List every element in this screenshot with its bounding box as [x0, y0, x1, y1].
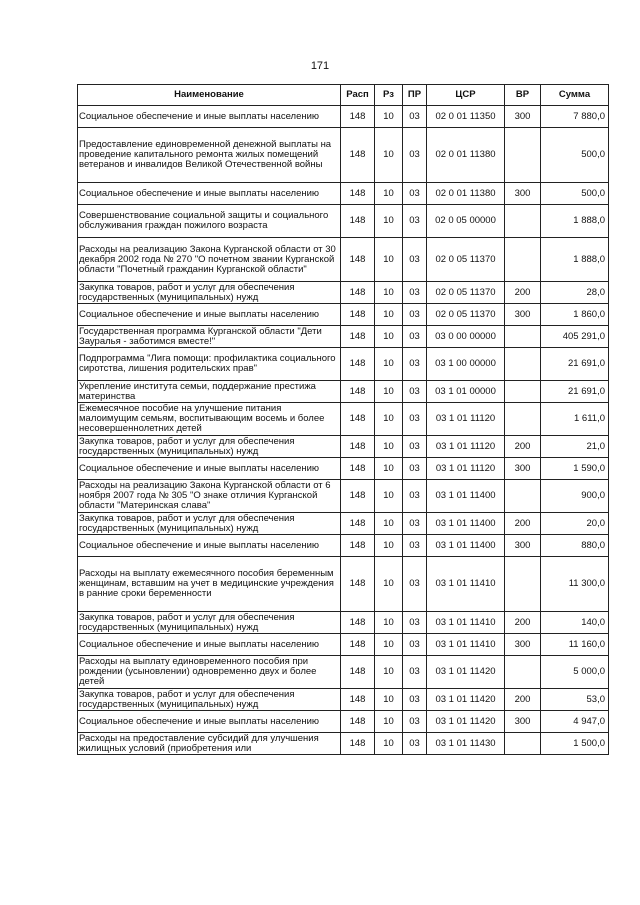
- cell-pr: 03: [403, 106, 427, 128]
- cell-vr: 200: [505, 689, 541, 711]
- cell-vr: [505, 128, 541, 183]
- cell-rz: 10: [375, 557, 403, 612]
- cell-sum: 20,0: [541, 513, 609, 535]
- cell-vr: [505, 326, 541, 348]
- cell-name: Укрепление института семьи, поддержание престижа материнства: [78, 381, 341, 403]
- cell-csr: 03 1 01 11420: [427, 689, 505, 711]
- cell-pr: 03: [403, 183, 427, 205]
- cell-sum: 1 888,0: [541, 205, 609, 238]
- cell-rasp: 148: [341, 106, 375, 128]
- cell-pr: 03: [403, 348, 427, 381]
- cell-pr: 03: [403, 458, 427, 480]
- cell-pr: 03: [403, 480, 427, 513]
- cell-sum: 21 691,0: [541, 348, 609, 381]
- cell-rz: 10: [375, 348, 403, 381]
- cell-rz: 10: [375, 711, 403, 733]
- cell-pr: 03: [403, 557, 427, 612]
- table-row: [78, 128, 609, 183]
- cell-csr: 03 1 01 11410: [427, 634, 505, 656]
- cell-name: Совершенствование социальной защиты и социального обслуживания граждан пожилого возраста: [78, 205, 341, 238]
- table-row: [78, 733, 609, 755]
- cell-sum: 1 500,0: [541, 733, 609, 755]
- table-row: [78, 348, 609, 381]
- cell-vr: 300: [505, 304, 541, 326]
- cell-sum: 405 291,0: [541, 326, 609, 348]
- cell-pr: 03: [403, 733, 427, 755]
- cell-sum: 11 300,0: [541, 557, 609, 612]
- cell-pr: 03: [403, 403, 427, 436]
- cell-rasp: 148: [341, 535, 375, 557]
- cell-name: Социальное обеспечение и иные выплаты населению: [78, 535, 341, 557]
- table-body: [78, 106, 609, 755]
- cell-vr: [505, 656, 541, 689]
- cell-csr: 02 0 01 11380: [427, 128, 505, 183]
- cell-pr: 03: [403, 282, 427, 304]
- table-row: [78, 183, 609, 205]
- cell-sum: 1 611,0: [541, 403, 609, 436]
- cell-name: Социальное обеспечение и иные выплаты населению: [78, 304, 341, 326]
- cell-vr: 300: [505, 458, 541, 480]
- table-row: [78, 557, 609, 612]
- cell-sum: 1 590,0: [541, 458, 609, 480]
- table-row: [78, 513, 609, 535]
- cell-pr: 03: [403, 634, 427, 656]
- cell-sum: 21,0: [541, 436, 609, 458]
- cell-rz: 10: [375, 436, 403, 458]
- cell-pr: 03: [403, 513, 427, 535]
- cell-vr: 200: [505, 282, 541, 304]
- cell-rasp: 148: [341, 282, 375, 304]
- cell-name: Расходы на предоставление субсидий для улучшения жилищных условий (приобретения или: [78, 733, 341, 755]
- cell-vr: 300: [505, 634, 541, 656]
- cell-name: Социальное обеспечение и иные выплаты населению: [78, 183, 341, 205]
- page-number: 171: [310, 60, 330, 72]
- header-name: Наименование: [78, 85, 341, 106]
- cell-vr: [505, 205, 541, 238]
- cell-sum: 5 000,0: [541, 656, 609, 689]
- cell-rz: 10: [375, 128, 403, 183]
- cell-pr: 03: [403, 711, 427, 733]
- cell-name: Расходы на реализацию Закона Курганской области от 30 декабря 2002 года № 270 "О почетном звании Курганской области "Почетный гражданин Курганской области": [78, 238, 341, 282]
- cell-vr: [505, 557, 541, 612]
- cell-vr: 300: [505, 106, 541, 128]
- cell-rasp: 148: [341, 403, 375, 436]
- cell-rz: 10: [375, 458, 403, 480]
- budget-table: [77, 84, 609, 755]
- table-row: [78, 106, 609, 128]
- cell-pr: 03: [403, 612, 427, 634]
- cell-csr: 02 0 05 00000: [427, 205, 505, 238]
- cell-name: Закупка товаров, работ и услуг для обеспечения государственных (муниципальных) нужд: [78, 612, 341, 634]
- cell-name: Закупка товаров, работ и услуг для обеспечения государственных (муниципальных) нужд: [78, 436, 341, 458]
- cell-rasp: 148: [341, 128, 375, 183]
- table-row: [78, 458, 609, 480]
- cell-sum: 500,0: [541, 128, 609, 183]
- cell-sum: 140,0: [541, 612, 609, 634]
- cell-name: Социальное обеспечение и иные выплаты населению: [78, 711, 341, 733]
- cell-name: Расходы на выплату единовременного пособия при рождении (усыновлении) одновременно двух и более детей: [78, 656, 341, 689]
- table-row: [78, 480, 609, 513]
- cell-pr: 03: [403, 381, 427, 403]
- cell-pr: 03: [403, 689, 427, 711]
- table-row: [78, 711, 609, 733]
- cell-csr: 03 1 01 11120: [427, 436, 505, 458]
- cell-rz: 10: [375, 106, 403, 128]
- cell-csr: 03 1 01 11120: [427, 403, 505, 436]
- cell-sum: 28,0: [541, 282, 609, 304]
- cell-name: Закупка товаров, работ и услуг для обеспечения государственных (муниципальных) нужд: [78, 282, 341, 304]
- cell-name: Ежемесячное пособие на улучшение питания малоимущим семьям, воспитывающим восемь и более несовершеннолетних детей: [78, 403, 341, 436]
- cell-rz: 10: [375, 634, 403, 656]
- cell-csr: 03 1 00 00000: [427, 348, 505, 381]
- table-row: [78, 612, 609, 634]
- cell-name: Расходы на выплату ежемесячного пособия беременным женщинам, вставшим на учет в медицинские учреждения в ранние сроки беременности: [78, 557, 341, 612]
- cell-rz: 10: [375, 733, 403, 755]
- cell-pr: 03: [403, 326, 427, 348]
- cell-name: Социальное обеспечение и иные выплаты населению: [78, 458, 341, 480]
- cell-sum: 53,0: [541, 689, 609, 711]
- cell-csr: 03 1 01 11400: [427, 480, 505, 513]
- cell-sum: 7 880,0: [541, 106, 609, 128]
- cell-csr: 02 0 05 11370: [427, 238, 505, 282]
- cell-csr: 03 1 01 00000: [427, 381, 505, 403]
- cell-rz: 10: [375, 656, 403, 689]
- header-sum: Сумма: [541, 85, 609, 106]
- cell-rasp: 148: [341, 711, 375, 733]
- cell-csr: 03 1 01 11120: [427, 458, 505, 480]
- cell-sum: 900,0: [541, 480, 609, 513]
- cell-rz: 10: [375, 612, 403, 634]
- table-row: [78, 282, 609, 304]
- cell-rasp: 148: [341, 480, 375, 513]
- cell-rasp: 148: [341, 326, 375, 348]
- cell-rz: 10: [375, 205, 403, 238]
- cell-sum: 1 860,0: [541, 304, 609, 326]
- cell-sum: 500,0: [541, 183, 609, 205]
- table-row: [78, 535, 609, 557]
- cell-sum: 21 691,0: [541, 381, 609, 403]
- cell-rz: 10: [375, 326, 403, 348]
- cell-vr: [505, 480, 541, 513]
- cell-rasp: 148: [341, 205, 375, 238]
- cell-name: Предоставление единовременной денежной выплаты на проведение капитального ремонта жилых помещений ветеранов и инвалидов Великой Отечественной войны: [78, 128, 341, 183]
- table-row: [78, 304, 609, 326]
- cell-vr: 300: [505, 711, 541, 733]
- cell-csr: 03 1 01 11420: [427, 711, 505, 733]
- table-row: [78, 403, 609, 436]
- cell-rasp: 148: [341, 634, 375, 656]
- cell-pr: 03: [403, 238, 427, 282]
- cell-name: Подпрограмма "Лига помощи: профилактика социального сиротства, лишения родительских прав": [78, 348, 341, 381]
- cell-vr: [505, 733, 541, 755]
- cell-name: Социальное обеспечение и иные выплаты населению: [78, 106, 341, 128]
- cell-csr: 02 0 01 11380: [427, 183, 505, 205]
- cell-rasp: 148: [341, 348, 375, 381]
- cell-rasp: 148: [341, 689, 375, 711]
- table-row: [78, 238, 609, 282]
- cell-csr: 03 1 01 11400: [427, 513, 505, 535]
- cell-csr: 03 1 01 11410: [427, 557, 505, 612]
- cell-rz: 10: [375, 282, 403, 304]
- header-vr: ВР: [505, 85, 541, 106]
- cell-rz: 10: [375, 381, 403, 403]
- cell-sum: 11 160,0: [541, 634, 609, 656]
- table-header-row: [78, 85, 609, 106]
- cell-pr: 03: [403, 436, 427, 458]
- cell-vr: 200: [505, 513, 541, 535]
- cell-csr: 03 1 01 11400: [427, 535, 505, 557]
- cell-vr: 200: [505, 612, 541, 634]
- table-row: [78, 634, 609, 656]
- cell-rasp: 148: [341, 436, 375, 458]
- cell-rz: 10: [375, 480, 403, 513]
- cell-vr: [505, 381, 541, 403]
- table-row: [78, 436, 609, 458]
- cell-csr: 02 0 01 11350: [427, 106, 505, 128]
- cell-rz: 10: [375, 183, 403, 205]
- header-csr: ЦСР: [427, 85, 505, 106]
- table-row: [78, 656, 609, 689]
- cell-csr: 02 0 05 11370: [427, 304, 505, 326]
- cell-rasp: 148: [341, 612, 375, 634]
- cell-rasp: 148: [341, 458, 375, 480]
- cell-name: Закупка товаров, работ и услуг для обеспечения государственных (муниципальных) нужд: [78, 513, 341, 535]
- cell-vr: [505, 348, 541, 381]
- table-row: [78, 381, 609, 403]
- cell-rz: 10: [375, 304, 403, 326]
- cell-rz: 10: [375, 513, 403, 535]
- table-row: [78, 205, 609, 238]
- cell-csr: 03 1 01 11430: [427, 733, 505, 755]
- cell-vr: [505, 403, 541, 436]
- cell-name: Расходы на реализацию Закона Курганской области от 6 ноября 2007 года № 305 "О знаке отличия Курганской области "Материнская слава": [78, 480, 341, 513]
- cell-csr: 03 1 01 11410: [427, 612, 505, 634]
- cell-name: Закупка товаров, работ и услуг для обеспечения государственных (муниципальных) нужд: [78, 689, 341, 711]
- cell-pr: 03: [403, 128, 427, 183]
- cell-csr: 03 1 01 11420: [427, 656, 505, 689]
- cell-name: Государственная программа Курганской области "Дети Зауралья - заботимся вместе!": [78, 326, 341, 348]
- cell-rz: 10: [375, 535, 403, 557]
- cell-vr: 300: [505, 535, 541, 557]
- cell-rasp: 148: [341, 381, 375, 403]
- cell-rasp: 148: [341, 557, 375, 612]
- cell-vr: [505, 238, 541, 282]
- cell-csr: 02 0 05 11370: [427, 282, 505, 304]
- table-row: [78, 326, 609, 348]
- cell-csr: 03 0 00 00000: [427, 326, 505, 348]
- cell-rz: 10: [375, 403, 403, 436]
- cell-rasp: 148: [341, 304, 375, 326]
- cell-vr: 200: [505, 436, 541, 458]
- cell-rasp: 148: [341, 733, 375, 755]
- cell-vr: 300: [505, 183, 541, 205]
- cell-pr: 03: [403, 205, 427, 238]
- cell-rz: 10: [375, 689, 403, 711]
- cell-pr: 03: [403, 304, 427, 326]
- cell-pr: 03: [403, 535, 427, 557]
- cell-rasp: 148: [341, 656, 375, 689]
- cell-sum: 4 947,0: [541, 711, 609, 733]
- cell-rasp: 148: [341, 183, 375, 205]
- cell-sum: 1 888,0: [541, 238, 609, 282]
- cell-rasp: 148: [341, 238, 375, 282]
- cell-pr: 03: [403, 656, 427, 689]
- cell-sum: 880,0: [541, 535, 609, 557]
- header-rz: Рз: [375, 85, 403, 106]
- header-pr: ПР: [403, 85, 427, 106]
- cell-name: Социальное обеспечение и иные выплаты населению: [78, 634, 341, 656]
- cell-rz: 10: [375, 238, 403, 282]
- cell-rasp: 148: [341, 513, 375, 535]
- header-rasp: Расп: [341, 85, 375, 106]
- table-row: [78, 689, 609, 711]
